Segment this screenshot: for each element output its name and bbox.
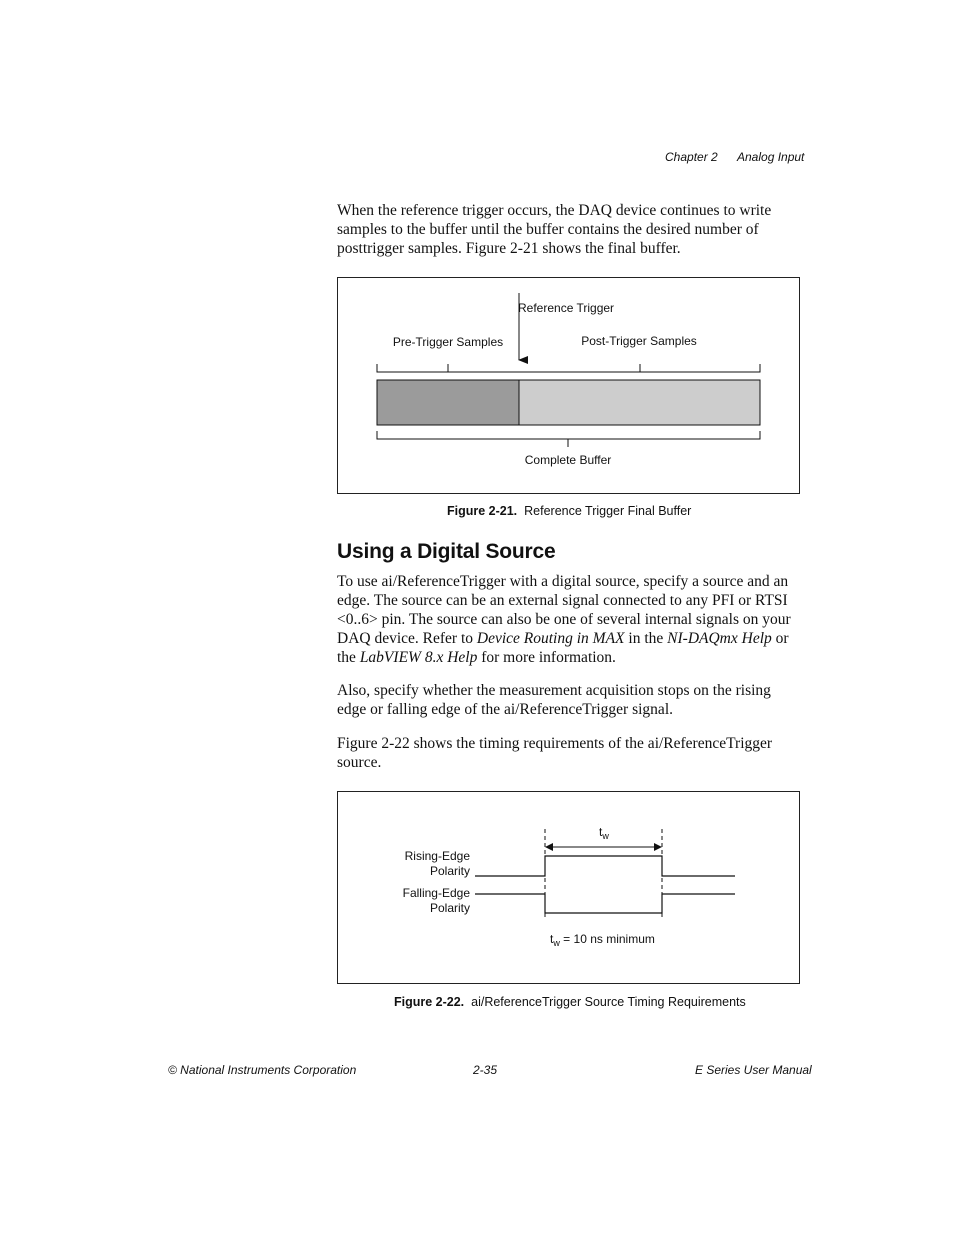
nidaqmx-help-link[interactable]: NI-DAQmx Help bbox=[667, 630, 772, 647]
figure-2-22-caption bbox=[394, 995, 746, 1009]
para4-text: Figure 2-22 shows the timing requirements of the ai/ReferenceTrigger source. bbox=[337, 735, 773, 771]
rising-edge-waveform bbox=[475, 856, 735, 876]
reference-trigger-label: Reference Trigger bbox=[518, 301, 615, 315]
figure-2-22-number: Figure 2-22. bbox=[394, 995, 465, 1009]
figure-2-21-title: Reference Trigger Final Buffer bbox=[524, 504, 692, 518]
device-routing-link[interactable]: Device Routing in MAX bbox=[476, 630, 625, 647]
para2-text-1: To use ai/ReferenceTrigger with a digital source, specify a source and an edge. The source can be an external signal connected to any PFI or RTSI <0..6> pin. The source can also be one of several internal signals on your DAQ device. Refer to bbox=[337, 573, 791, 647]
section-heading: Using a Digital Source bbox=[337, 540, 556, 563]
timing-intro-paragraph bbox=[337, 734, 792, 772]
post-trigger-segment bbox=[519, 380, 760, 425]
figure-2-22-title: ai/ReferenceTrigger Source Timing Requirements bbox=[471, 995, 746, 1009]
figure-2-21-number: Figure 2-21. bbox=[447, 504, 518, 518]
complete-buffer-label: Complete Buffer bbox=[524, 453, 612, 467]
falling-edge-label-1: Falling-Edge bbox=[402, 886, 470, 900]
pre-trigger-segment bbox=[377, 380, 519, 425]
footer-page-number: 2-35 bbox=[473, 1063, 498, 1077]
tw-label: $t_w$ bbox=[599, 825, 609, 841]
tw-minimum-label: $t_w = 10$ ns minimum bbox=[550, 932, 655, 948]
footer-copyright: © National Instruments Corporation bbox=[168, 1063, 357, 1077]
figure-timing-requirements bbox=[337, 791, 800, 984]
complete-buffer-bracket bbox=[377, 431, 760, 447]
figure-2-21-caption bbox=[447, 504, 691, 518]
timing-diagram bbox=[338, 792, 799, 983]
header-chapter: Chapter 2 bbox=[665, 150, 718, 164]
footer-manual-title: E Series User Manual bbox=[695, 1063, 812, 1077]
pre-trigger-label: Pre-Trigger Samples bbox=[392, 335, 504, 349]
post-trigger-label: Post-Trigger Samples bbox=[581, 334, 697, 348]
digital-source-paragraph bbox=[337, 572, 799, 667]
falling-edge-waveform bbox=[475, 894, 735, 913]
falling-edge-label-2: Polarity bbox=[429, 901, 470, 915]
pre-trigger-bracket bbox=[377, 364, 519, 372]
buffer-diagram bbox=[338, 278, 799, 493]
intro-paragraph bbox=[337, 201, 792, 258]
header-section: Analog Input bbox=[737, 150, 805, 164]
labview-help-link[interactable]: LabVIEW 8.x Help bbox=[359, 649, 478, 666]
figure-reference-trigger-buffer bbox=[337, 277, 800, 494]
rising-edge-label-2: Polarity bbox=[429, 864, 470, 878]
para2-text-2: in the bbox=[624, 630, 668, 647]
post-trigger-bracket bbox=[519, 364, 760, 372]
para2-text-4: for more information. bbox=[477, 649, 616, 666]
para3-text: Also, specify whether the measurement acquisition stops on the rising edge or falling edge of the ai/ReferenceTrigger signal. bbox=[337, 682, 771, 718]
rising-edge-label-1: Rising-Edge bbox=[404, 849, 470, 863]
para2-text-3: or the bbox=[337, 630, 789, 666]
intro-text: When the reference trigger occurs, the DAQ device continues to write samples to the buffer until the buffer contains the desired number of posttrigger samples. Figure 2-21 shows the final buffer. bbox=[337, 202, 772, 257]
edge-paragraph bbox=[337, 681, 802, 719]
